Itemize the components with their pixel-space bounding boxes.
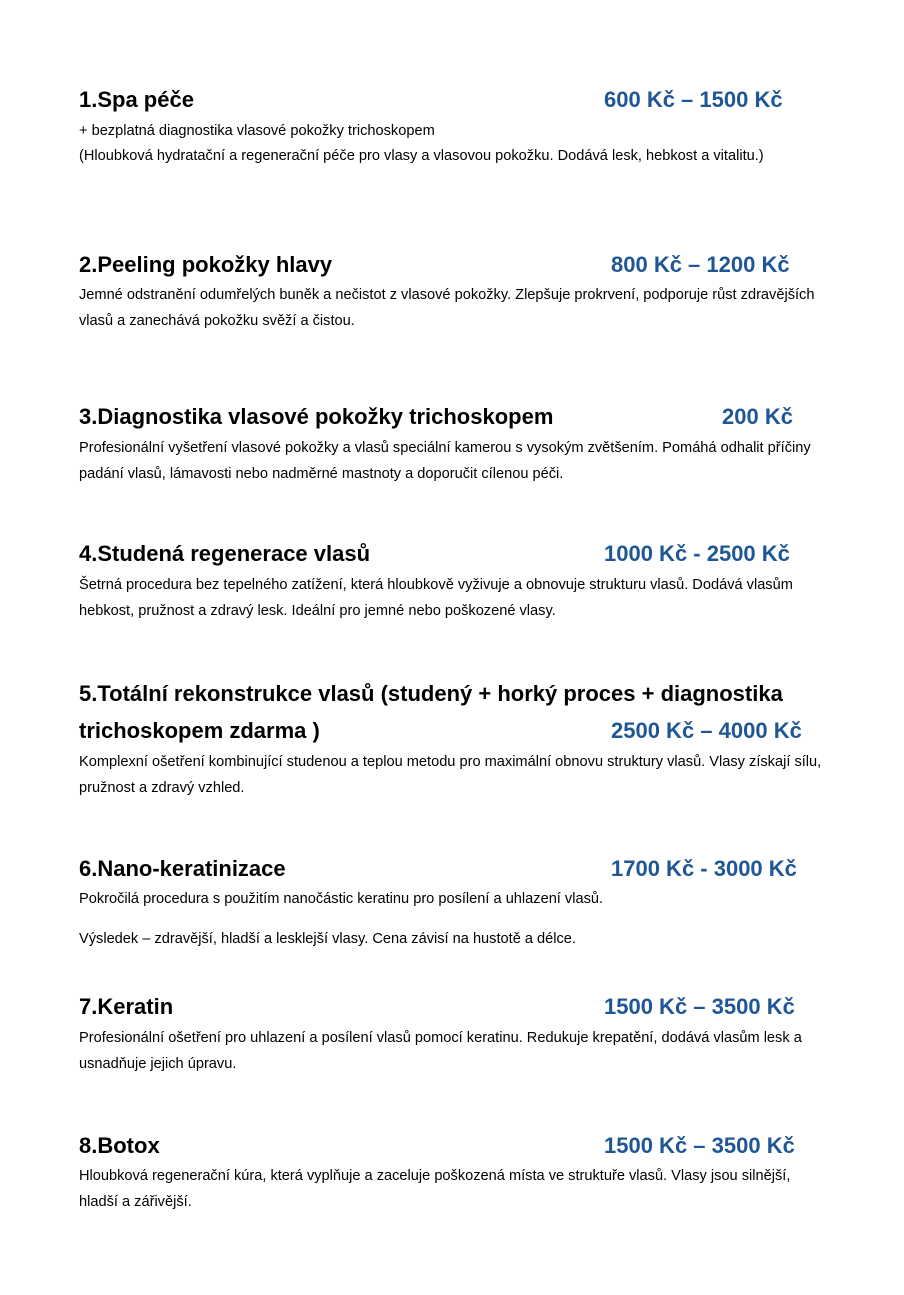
service-title-continued: trichoskopem zdarma ) [79,718,320,743]
service-description: Hloubková regenerační kúra, která vyplňuje a zaceluje poškozená místa ve struktuře vlasů. Vlasy jsou silnější, hladší a zářivější. [79,1168,791,1210]
service-price: 800 Kč – 1200 Kč [611,252,790,277]
service-title: 5.Totální rekonstrukce vlasů (studený + horký proces + diagnostika [79,681,783,706]
service-title: 7.Keratin [79,994,174,1019]
service-price: 600 Kč – 1500 Kč [604,87,783,112]
service-description: Jemné odstranění odumřelých buněk a nečistot z vlasové pokožky. Zlepšuje prokrvení, podporuje růst zdravějších vlasů a zanechává pokožku svěží a čistou. [79,287,815,329]
service-note: + bezplatná diagnostika vlasové pokožky trichoskopem [79,123,435,139]
service-price: 2500 Kč – 4000 Kč [611,718,802,743]
service-title: 2.Peeling pokožky hlavy [79,252,333,277]
service-description: Pokročilá procedura s použitím nanočástic keratinu pro posílení a uhlazení vlasů. [79,891,604,907]
service-description: Šetrná procedura bez tepelného zatížení, která hloubkově vyživuje a obnovuje strukturu vlasů. Dodává vlasům hebkost, pružnost a zdravý lesk. Ideální pro jemné nebo poškozené vlasy. [79,577,793,619]
service-title: 6.Nano-keratinizace [79,856,286,881]
service-result: Výsledek – zdravější, hladší a lesklejší vlasy. Cena závisí na hustotě a délce. [79,931,576,947]
service-description: Profesionální vyšetření vlasové pokožky a vlasů speciální kamerou s vysokým zvětšením. Pomáhá odhalit příčiny padání vlasů, lámavosti nebo nadměrné mastnoty a doporučit cílenou péči. [79,440,811,482]
service-description: Komplexní ošetření kombinující studenou a teplou metodu pro maximální obnovu struktury vlasů. Vlasy získají sílu, pružnost a zdravý vzhled. [79,754,822,796]
service-title: 1.Spa péče [79,87,194,112]
service-price: 200 Kč [722,404,793,429]
service-description: (Hloubková hydratační a regenerační péče pro vlasy a vlasovou pokožku. Dodává lesk, hebkost a vitalitu.) [79,148,764,164]
service-price: 1000 Kč - 2500 Kč [604,541,790,566]
service-price: 1500 Kč – 3500 Kč [604,1133,795,1158]
service-description: Profesionální ošetření pro uhlazení a posílení vlasů pomocí keratinu. Redukuje krepatění, dodává vlasům lesk a usnadňuje jejich úpravu. [79,1030,802,1072]
service-price: 1500 Kč – 3500 Kč [604,994,795,1019]
service-title: 4.Studená regenerace vlasů [79,541,371,566]
service-price: 1700 Kč - 3000 Kč [611,856,797,881]
service-title: 8.Botox [79,1133,160,1158]
service-title: 3.Diagnostika vlasové pokožky trichoskopem [79,404,554,429]
